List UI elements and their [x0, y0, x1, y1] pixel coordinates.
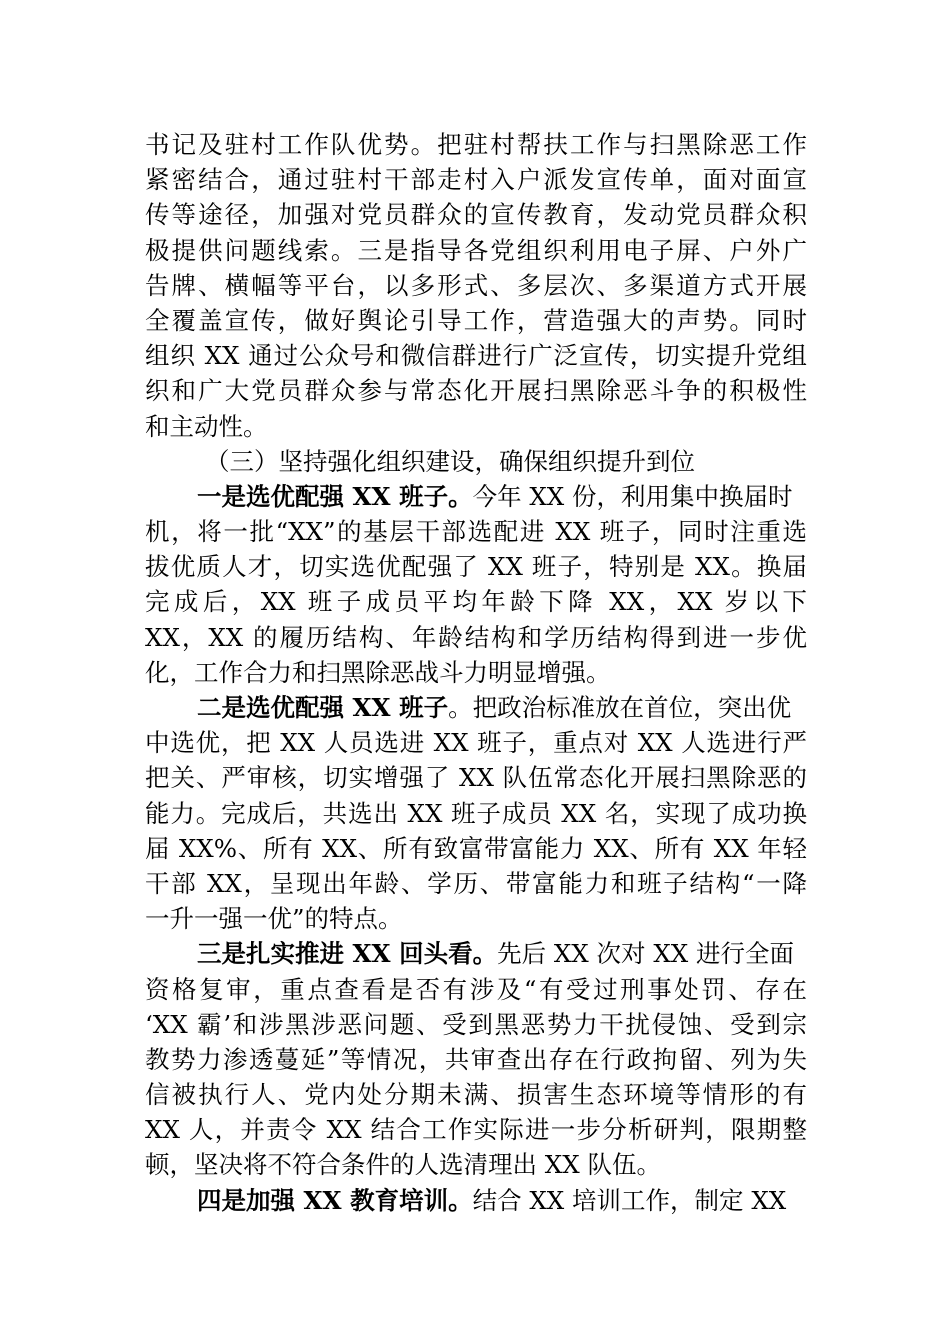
item-title: 三是扎实推进 XX 回头看。 [197, 939, 498, 969]
text-line: 机，将一批“XX”的基层干部选配进 XX 班子，同时注重选 [145, 517, 807, 547]
text-line: 组织 XX 通过公众号和微信群进行广泛宣传，切实提升党组 [145, 341, 807, 371]
text-line: 极提供问题线索。三是指导各党组织利用电子屏、户外广 [145, 235, 807, 265]
text-line: ‘XX 霸’和涉黑涉恶问题、受到黑恶势力干扰侵蚀、受到宗 [145, 1009, 807, 1039]
text-line: 干部 XX，呈现出年龄、学历、带富能力和班子结构“一降 [145, 868, 807, 898]
item-text: 。把政治标准放在首位，突出优 [448, 693, 792, 722]
text-line: 全覆盖宣传，做好舆论引导工作，营造强大的声势。同时 [145, 305, 807, 335]
item-text: 先后 XX 次对 XX 进行全面 [497, 939, 794, 969]
text-line: 把关、严审核，切实增强了 XX 队伍常态化开展扫黑除恶的 [145, 763, 807, 793]
text-line: 织和广大党员群众参与常态化开展扫黑除恶斗争的积极性 [145, 376, 807, 406]
text-line: 中选优，把 XX 人员选进 XX 班子，重点对 XX 人选进行严 [145, 728, 807, 758]
item-first-line [145, 690, 807, 725]
text-line: 资格复审，重点查看是否有涉及“有受过刑事处罚、存在 [145, 974, 807, 1004]
text-line: XX 人，并责令 XX 结合工作实际进一步分析研判，限期整 [145, 1115, 807, 1145]
text-line: 顿，坚决将不符合条件的人选清理出 XX 队伍。 [145, 1150, 661, 1180]
item-first-line [145, 1183, 807, 1218]
text-line: 书记及驻村工作队优势。把驻村帮扶工作与扫黑除恶工作 [145, 130, 807, 159]
document-body [145, 127, 807, 1218]
item-title: 四是加强 XX 教育培训。 [197, 1185, 473, 1215]
text-line: 紧密结合，通过驻村干部走村入户派发宣传单，面对面宣 [145, 165, 807, 195]
item-text: 今年 XX 份，利用集中换届时 [472, 481, 793, 511]
text-line: 化，工作合力和扫黑除恶战斗力明显增强。 [145, 657, 611, 687]
item-first-line [145, 479, 807, 514]
item-title: 二是选优配强 XX 班子 [197, 693, 449, 722]
item-title: 一是选优配强 XX 班子。 [197, 481, 473, 511]
text-line: 传等途径，加强对党员群众的宣传教育，发动党员群众积 [145, 200, 807, 230]
text-line: 一升一强一优”的特点。 [145, 904, 403, 934]
text-line: 和主动性。 [145, 411, 268, 441]
text-line: 能力。完成后，共选出 XX 班子成员 XX 名，实现了成功换 [145, 798, 807, 828]
text-line: 完成后，XX 班子成员平均年龄下降 XX，XX 岁以下 [145, 587, 807, 617]
text-line: 拔优质人才，切实选优配强了 XX 班子，特别是 XX。换届 [145, 552, 807, 582]
text-line: 教势力渗透蔓延”等情况，共审查出存在行政拘留、列为失 [145, 1044, 807, 1074]
item-text: 结合 XX 培训工作，制定 XX [472, 1185, 787, 1215]
text-line: 信被执行人、党内处分期未满、损害生态环境等情形的有 [145, 1080, 807, 1110]
text-line: 告牌、横幅等平台，以多形式、多层次、多渠道方式开展 [145, 270, 807, 300]
item-first-line [145, 936, 807, 971]
section-heading: （三）坚持强化组织建设，确保组织提升到位 [205, 446, 695, 476]
text-line: 届 XX%、所有 XX、所有致富带富能力 XX、所有 XX 年轻 [145, 833, 807, 863]
text-line: XX，XX 的履历结构、年龄结构和学历结构得到进一步优 [145, 622, 807, 652]
